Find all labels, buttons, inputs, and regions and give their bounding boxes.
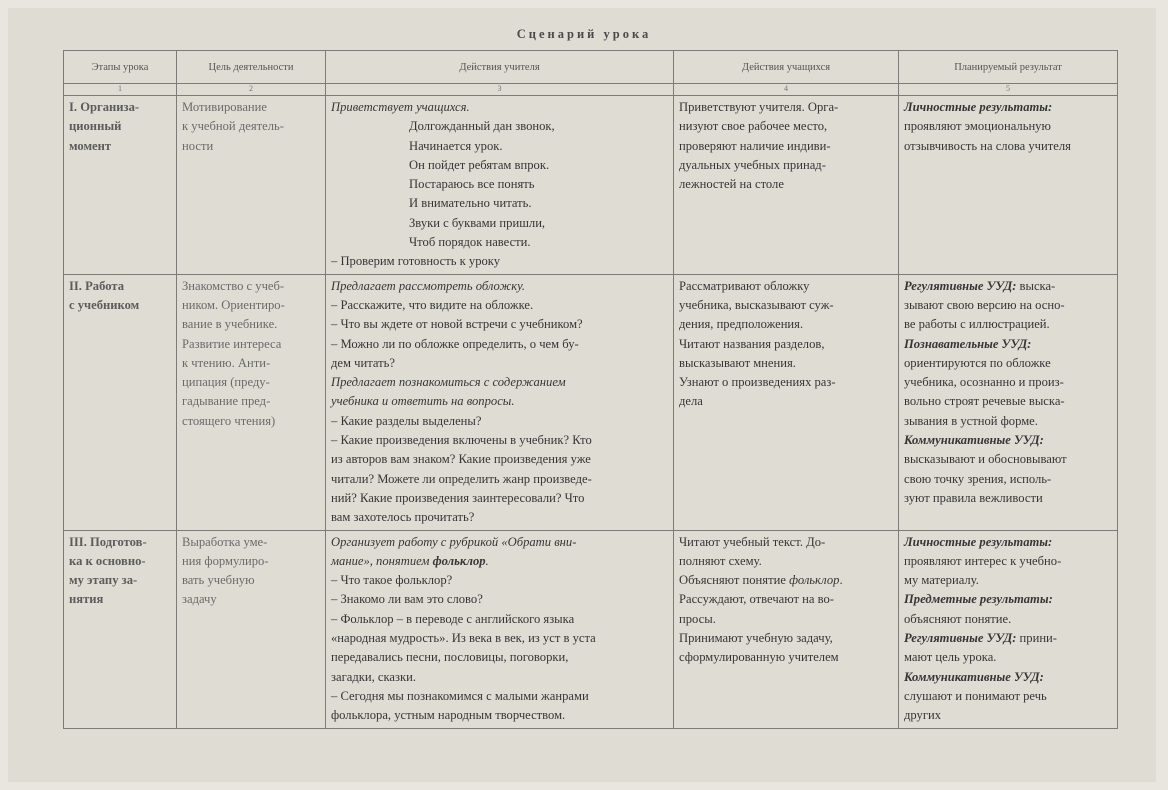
teacher-line: – Сегодня мы познакомимся с малыми жанрами bbox=[331, 688, 589, 703]
goal-line: ности bbox=[182, 138, 214, 153]
teacher-instruction: Организует работу с рубрикой «Обрати вни- bbox=[331, 534, 577, 549]
result-line bbox=[904, 277, 1112, 296]
goal-line: к учебной деятель- bbox=[182, 119, 284, 134]
teacher-line: ний? Какие произведения заинтересовали? Что bbox=[331, 490, 585, 505]
teacher-line: – Что вы ждете от новой встречи с учебником? bbox=[331, 317, 583, 332]
students-text: Объясняют понятие bbox=[679, 573, 790, 588]
result-heading: Личностные результаты: bbox=[904, 100, 1053, 114]
goal-cell bbox=[177, 530, 326, 728]
result-line: ориентируются по обложке bbox=[904, 355, 1051, 370]
students-line: дела bbox=[679, 394, 703, 409]
header-teacher: Действия учителя bbox=[326, 51, 674, 84]
teacher-line: фольклора, устным народным творчеством. bbox=[331, 708, 566, 723]
teacher-line: – Расскажите, что видите на обложке. bbox=[331, 297, 534, 312]
teacher-line: передавались песни, пословицы, поговорки, bbox=[331, 650, 569, 665]
teacher-instruction-text: мание», понятием bbox=[331, 553, 433, 568]
result-heading: Познавательные УУД: bbox=[904, 336, 1032, 351]
teacher-line: из авторов вам знаком? Какие произведения уже bbox=[331, 452, 591, 467]
teacher-instruction: мание», понятием фольклор. bbox=[331, 553, 489, 568]
result-heading: Регулятивные УУД: bbox=[904, 278, 1017, 293]
stage-line: II. Работа bbox=[69, 278, 124, 293]
result-cell bbox=[899, 274, 1118, 530]
goal-line: Развитие интереса bbox=[182, 336, 282, 351]
goal-line: Выработка уме- bbox=[182, 534, 268, 549]
goal-line: к чтению. Анти- bbox=[182, 355, 271, 370]
stage-line: III. Подготов- bbox=[69, 534, 147, 549]
teacher-instruction: Предлагает познакомиться с содержанием bbox=[331, 375, 566, 390]
stage-line: с учебником bbox=[69, 297, 140, 312]
teacher-line: – Фольклор – в переводе с английского языка bbox=[331, 611, 575, 626]
goal-line: вание в учебнике. bbox=[182, 317, 278, 332]
term-folklore: фольклор bbox=[789, 573, 840, 588]
poem-line: И внимательно читать. bbox=[409, 196, 532, 211]
goal-cell bbox=[177, 274, 326, 530]
students-line: дуальных учебных принад- bbox=[679, 157, 826, 172]
teacher-instruction: Приветствует учащихся. bbox=[331, 100, 470, 114]
column-number-row bbox=[64, 84, 1118, 96]
stage-cell bbox=[64, 274, 177, 530]
goal-line: гадывание пред- bbox=[182, 394, 271, 409]
students-line: проверяют наличие индиви- bbox=[679, 138, 831, 153]
header-students: Действия учащихся bbox=[674, 51, 899, 84]
result-line: свою точку зрения, исполь- bbox=[904, 471, 1052, 486]
students-line: лежностей на столе bbox=[679, 177, 784, 192]
table-row bbox=[64, 274, 1118, 530]
stage-line: нятия bbox=[69, 592, 104, 607]
students-cell bbox=[674, 530, 899, 728]
students-line: низуют свое рабочее место, bbox=[679, 119, 828, 134]
teacher-line: дем читать? bbox=[331, 355, 395, 370]
teacher-line: читали? Можете ли определить жанр произведе- bbox=[331, 471, 592, 486]
result-line: ве работы с иллюстрацией. bbox=[904, 317, 1050, 332]
header-goal: Цель деятельности bbox=[177, 51, 326, 84]
stage-line: ка к основно- bbox=[69, 553, 146, 568]
result-line: мают цель урока. bbox=[904, 650, 997, 665]
teacher-line: – Какие произведения включены в учебник? Кто bbox=[331, 433, 592, 448]
goal-line: Мотивирование bbox=[182, 100, 267, 114]
teacher-line: «народная мудрость». Из века в век, из уст в уста bbox=[331, 631, 596, 646]
result-line: высказывают и обосновывают bbox=[904, 452, 1067, 467]
goal-line: ципация (преду- bbox=[182, 375, 270, 390]
poem-line: Чтоб порядок навести. bbox=[409, 235, 531, 250]
goal-line: задачу bbox=[182, 592, 217, 607]
goal-line: Знакомство с учеб- bbox=[182, 278, 285, 293]
teacher-line: вам захотелось прочитать? bbox=[331, 510, 475, 525]
students-line: Приветствуют учителя. Орга- bbox=[679, 100, 839, 114]
goal-cell bbox=[177, 96, 326, 275]
column-number: 5 bbox=[899, 84, 1118, 96]
goal-line: вать учебную bbox=[182, 573, 255, 588]
table-row bbox=[64, 96, 1118, 275]
result-line: зывают свою версию на осно- bbox=[904, 297, 1065, 312]
poem-line: Постараюсь все понять bbox=[409, 177, 535, 192]
teacher-line: загадки, сказки. bbox=[331, 669, 416, 684]
students-line: Читают учебный текст. До- bbox=[679, 534, 826, 549]
result-heading: Личностные результаты: bbox=[904, 534, 1053, 549]
teacher-instruction: учебника и ответить на вопросы. bbox=[331, 394, 515, 409]
goal-line: ником. Ориентиро- bbox=[182, 297, 285, 312]
teacher-line: – Какие разделы выделены? bbox=[331, 413, 482, 428]
stage-line: I. Организа- bbox=[69, 100, 140, 114]
column-number: 1 bbox=[64, 84, 177, 96]
result-line: зуют правила вежливости bbox=[904, 490, 1043, 505]
poem-line: Он пойдет ребятам впрок. bbox=[409, 157, 550, 172]
goal-line: стоящего чтения) bbox=[182, 413, 276, 428]
students-line: Объясняют понятие фольклор. bbox=[679, 573, 843, 588]
poem bbox=[331, 117, 668, 252]
students-line: Узнают о произведениях раз- bbox=[679, 375, 836, 390]
result-cell bbox=[899, 96, 1118, 275]
poem-line: Долгожданный дан звонок, bbox=[409, 119, 555, 134]
students-line: высказывают мнения. bbox=[679, 355, 796, 370]
result-line: вольно строят речевые выска- bbox=[904, 394, 1065, 409]
teacher-cell bbox=[326, 274, 674, 530]
stage-line: момент bbox=[69, 138, 112, 153]
term-folklore: фольклор bbox=[432, 553, 486, 568]
result-line: зывания в устной форме. bbox=[904, 413, 1038, 428]
column-number: 3 bbox=[326, 84, 674, 96]
goal-line: ния формулиро- bbox=[182, 553, 269, 568]
result-line: слушают и понимают речь bbox=[904, 688, 1047, 703]
header-stage: Этапы урока bbox=[64, 51, 177, 84]
result-line: объясняют понятие. bbox=[904, 611, 1012, 626]
column-number: 2 bbox=[177, 84, 326, 96]
students-line: Читают названия разделов, bbox=[679, 336, 825, 351]
students-line: Рассуждают, отвечают на во- bbox=[679, 592, 834, 607]
teacher-instruction: Предлагает рассмотреть обложку. bbox=[331, 278, 526, 293]
students-line: Рассматривают обложку bbox=[679, 278, 810, 293]
result-heading: Предметные результаты: bbox=[904, 592, 1053, 607]
result-line: му материалу. bbox=[904, 573, 979, 588]
result-line: проявляют эмоциональную bbox=[904, 119, 1051, 134]
result-line: проявляют интерес к учебно- bbox=[904, 553, 1062, 568]
stage-cell bbox=[64, 96, 177, 275]
students-line: дения, предположения. bbox=[679, 317, 804, 332]
students-cell bbox=[674, 96, 899, 275]
header-result: Планируемый результат bbox=[899, 51, 1118, 84]
column-number: 4 bbox=[674, 84, 899, 96]
result-heading: Коммуникативные УУД: bbox=[904, 669, 1044, 684]
document-title: Сценарий урока bbox=[516, 27, 652, 41]
result-heading: Регулятивные УУД: bbox=[904, 631, 1017, 646]
students-line: просы. bbox=[679, 611, 716, 626]
result-line: других bbox=[904, 708, 942, 723]
students-line: Принимают учебную задачу, bbox=[679, 631, 833, 646]
teacher-cell bbox=[326, 530, 674, 728]
header-row bbox=[64, 51, 1118, 84]
students-line: полняют схему. bbox=[679, 553, 762, 568]
students-cell bbox=[674, 274, 899, 530]
result-line bbox=[904, 629, 1112, 648]
stage-line: ционный bbox=[69, 119, 122, 134]
teacher-cell bbox=[326, 96, 674, 275]
teacher-line: – Можно ли по обложке определить, о чем бу- bbox=[331, 336, 579, 351]
students-line: сформулированную учителем bbox=[679, 650, 839, 665]
students-line: учебника, высказывают суж- bbox=[679, 297, 834, 312]
poem-line: Звуки с буквами пришли, bbox=[409, 215, 546, 230]
table-row bbox=[64, 530, 1118, 728]
result-text: прини- bbox=[1016, 631, 1057, 646]
result-heading: Коммуникативные УУД: bbox=[904, 433, 1044, 448]
teacher-line: – Что такое фольклор? bbox=[331, 573, 453, 588]
poem-line: Начинается урок. bbox=[409, 138, 503, 153]
result-text: выска- bbox=[1016, 278, 1056, 293]
result-line: отзывчивость на слова учителя bbox=[904, 138, 1071, 153]
stage-cell bbox=[64, 530, 177, 728]
result-cell bbox=[899, 530, 1118, 728]
stage-line: му этапу за- bbox=[69, 573, 138, 588]
lesson-scenario-table bbox=[63, 50, 1118, 729]
result-line: учебника, осознанно и произ- bbox=[904, 375, 1064, 390]
teacher-line: – Проверим готовность к уроку bbox=[331, 254, 501, 269]
teacher-line: – Знакомо ли вам это слово? bbox=[331, 592, 483, 607]
